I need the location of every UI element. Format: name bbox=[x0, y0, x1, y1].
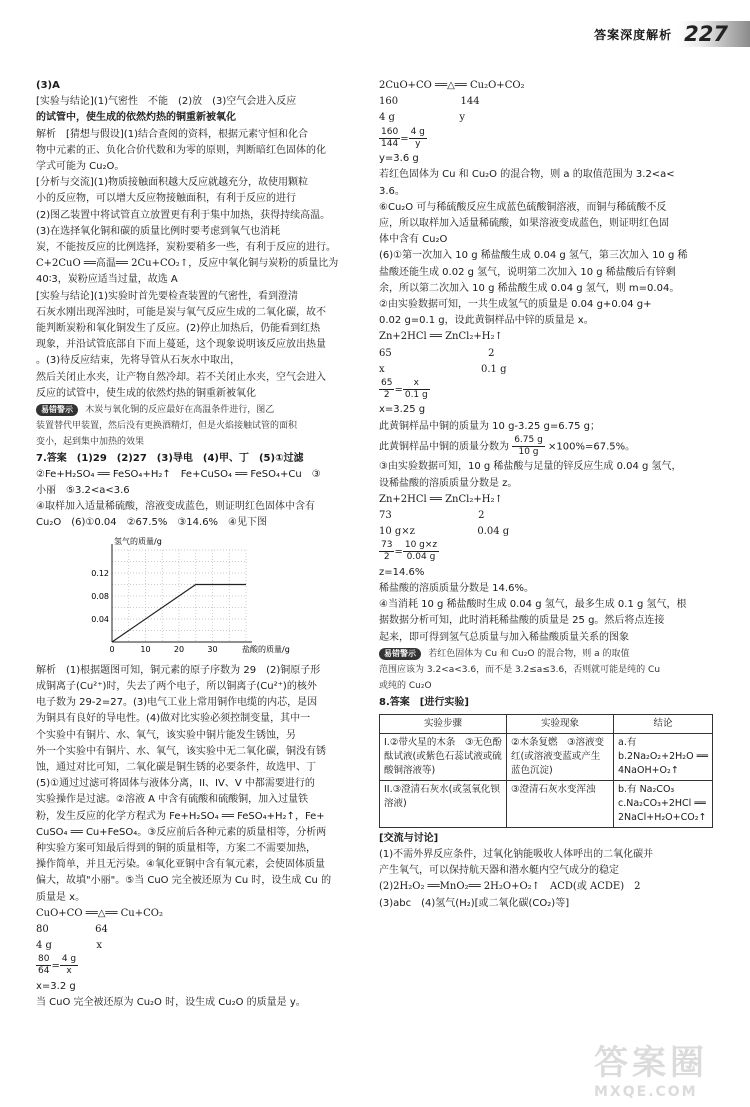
text-line: 小的反应物，可以增大反应物接触面积，有利于反应的进行 bbox=[36, 193, 296, 205]
text-line: 种实验方案可知最后得到的铜的质量相等，方案二不需要加热， bbox=[36, 842, 316, 854]
x-tick-label: 30 bbox=[207, 644, 218, 654]
fraction bbox=[409, 127, 427, 150]
equation-ratio bbox=[379, 362, 713, 378]
table-cell: II.③澄清石灰水(或氢氧化钡溶液) bbox=[380, 780, 507, 827]
text-line: CuSO₄ ══ Cu+FeSO₄。③反应前后各种元素的质量相等，分析两 bbox=[36, 826, 327, 838]
fraction bbox=[403, 378, 430, 401]
fraction bbox=[379, 127, 400, 150]
text-line: x=3.25 g bbox=[379, 404, 426, 416]
text-line: 学式可能为 Cu₂O。 bbox=[36, 161, 125, 173]
fraction bbox=[36, 954, 51, 977]
ratio-value: 4 g bbox=[379, 112, 395, 124]
percent-result: ×100%=67.5%。 bbox=[548, 441, 636, 453]
experiment-table bbox=[379, 714, 713, 828]
watermark bbox=[594, 1035, 744, 1105]
text-line: 成铜离子(Cu²⁺)时，失去了两个电子，所以铜离子(Cu²⁺)的核外 bbox=[36, 680, 317, 692]
ratio-value: 0.1 g bbox=[481, 363, 507, 375]
equation-ratio bbox=[36, 938, 369, 954]
text-line: ④取样加入适量稀硫酸，溶液变成蓝色，则证明红色固体中含有 bbox=[36, 501, 315, 513]
text-line: [实验与结论](1)实验时首先要检查装置的气密性，看到澄清 bbox=[36, 290, 298, 302]
text-line: (3)abc (4)氢气(H₂)[或二氧化碳(CO₂)等] bbox=[379, 897, 570, 909]
equation-ratio bbox=[379, 110, 713, 126]
denominator: 10 g bbox=[518, 446, 539, 457]
text-line: 应，所以取样加入适量稀硫酸，如果溶液变成蓝色，则证明红色固 bbox=[379, 217, 669, 229]
text-line: ③由实验数据可知，10 g 稀盐酸与足量的锌反应生成 0.04 g 氢气， bbox=[379, 461, 682, 473]
numerator: 160 bbox=[381, 126, 399, 137]
text-line: ②由实验数据可知，一共生成氢气的质量是 0.04 g+0.04 g+ bbox=[379, 298, 652, 310]
numerator: 4 g bbox=[61, 954, 77, 965]
ratio-value: 10 g×z bbox=[379, 526, 415, 538]
ratio-value: 80 bbox=[36, 923, 49, 935]
tip-label: 易错警示 bbox=[36, 404, 78, 416]
tip-block bbox=[379, 646, 713, 662]
table-cell: b.有 Na₂CO₃ c.Na₂CO₃+2HCl ══ 2NaCl+H₂O+CO₂↑ bbox=[614, 780, 713, 827]
text-line: 为铜具有良好的导电性。(4)做对比实验必须控制变量，其中一 bbox=[36, 713, 311, 725]
equation-ratio bbox=[379, 94, 713, 110]
text-line: 此黄铜样品中铜的质量为 10 g-3.25 g=6.75 g； bbox=[379, 420, 601, 432]
watermark-url: MXQE.COM bbox=[594, 1084, 698, 1100]
header-title: 答案深度解析 bbox=[594, 27, 673, 42]
text-line: 小丽 ⑤3.2<a<3.6 bbox=[36, 485, 130, 497]
ratio-value: x bbox=[379, 363, 385, 375]
numerator: 4 g bbox=[410, 126, 425, 137]
text-line: 石灰水刚出现浑浊时，可能是炭与氧气反应生成的二氧化碳，故不 bbox=[36, 306, 326, 318]
fraction bbox=[379, 378, 394, 401]
y-tick-label: 0.12 bbox=[91, 568, 109, 578]
text-line: 外一个实验中有铜片、水、氧气，该实验中无二氧化碳，铜没有锈 bbox=[36, 745, 326, 757]
equation-ratio bbox=[36, 922, 369, 938]
text-line: (1)不需外界反应条件，过氧化钠能吸收人体呼出的二氧化碳并 bbox=[379, 848, 654, 860]
denominator: 2 bbox=[383, 552, 390, 563]
text-line: (3)A bbox=[36, 80, 60, 91]
table-cell: ③澄清石灰水变浑浊 bbox=[507, 780, 614, 827]
text-line: 个实验中有铜片、水、氧气，该实验中铜片能发生锈蚀，另 bbox=[36, 729, 296, 741]
proportion: $\frac{65}{2}$ = $\frac{x}{0.1 g}$ bbox=[381, 377, 428, 400]
table-cell: I.②带火星的木条 ③无色酚酞试液(或紫色石蕊试液或硫酸铜溶液等) bbox=[380, 733, 507, 780]
text-line: [实验与结论](1)气密性 不能 (2)放 (3)空气会进入反应 bbox=[36, 96, 297, 108]
x-axis-label: 盐酸的质量/g bbox=[242, 644, 290, 654]
table-row bbox=[380, 780, 713, 827]
text-line: 设稀盐酸的溶质质量分数是 z。 bbox=[379, 477, 518, 489]
text-line: 蚀，通过对比可知，二氧化碳是铜生锈的必要条件，故选甲、丁 bbox=[36, 761, 316, 773]
numerator: 80 bbox=[38, 954, 50, 965]
text-line: 解析 (1)根据题图可知，铜元素的原子序数为 29 (2)铜原子形 bbox=[36, 664, 321, 676]
column-header: 实验现象 bbox=[507, 714, 614, 733]
text-line: C+2CuO ══高温══ 2Cu+CO₂↑，反应中氧化铜与炭粉的质量比为 bbox=[36, 258, 339, 270]
text-line: 起来，即可得到氢气总质量与加入稀盐酸质量关系的图象 bbox=[379, 631, 629, 643]
text-line: (3)在选择氧化铜和碳的质量比例时要考虑到氧气也消耗 bbox=[36, 225, 281, 237]
text-line: 体中含有 Cu₂O bbox=[379, 234, 448, 246]
ratio-value: 65 bbox=[379, 347, 392, 359]
denominator: 0.04 g bbox=[406, 552, 436, 563]
proportion: $\frac{73}{2}$ = $\frac{10 g\times z}{0.04 g}$ bbox=[381, 540, 438, 563]
y-axis-label: 氢气的质量/g bbox=[114, 536, 162, 546]
table-cell: a.有 b.2Na₂O₂+2H₂O ══ 4NaOH+O₂↑ bbox=[614, 733, 713, 780]
equation-ratio bbox=[379, 508, 713, 524]
text-line: (2)图乙装置中将试管直立放置更有利于集中加热，获得持续高温。 bbox=[36, 209, 331, 221]
text-line: 炭，不能按反应的比例选择，炭粉要稍多一些，有利于反应的进行。 bbox=[36, 242, 336, 254]
percent-line bbox=[379, 435, 713, 460]
right-column bbox=[379, 78, 713, 912]
text-line: 当 CuO 完全被还原为 Cu₂O 时，设生成 Cu₂O 的质量是 y。 bbox=[36, 997, 306, 1009]
text-line: 粉，发生反应的化学方程式为 Fe+H₂SO₄ ══ FeSO₄+H₂↑，Fe+ bbox=[36, 810, 325, 822]
text-line: 据数据分析可知，此时消耗稀盐酸的质量是 25 g。然后将点连接 bbox=[379, 615, 665, 627]
denominator: y bbox=[415, 138, 421, 149]
equation-ratio bbox=[379, 524, 713, 540]
column-header: 实验步骤 bbox=[380, 714, 507, 733]
tip-text: 或纯的 Cu₂O bbox=[379, 681, 432, 692]
text-line: 40∶3，炭粉应适当过量，故选 A bbox=[36, 274, 178, 286]
text-line: ⑥Cu₂O 可与稀硫酸反应生成蓝色硫酸铜溶液，而铜与稀硫酸不反 bbox=[379, 201, 667, 213]
ratio-value: 64 bbox=[95, 923, 108, 935]
proportion: $\frac{160}{144}$ = $\frac{4 g}{y}$ bbox=[381, 126, 425, 149]
page-header bbox=[545, 20, 750, 48]
text-line: Cu₂O (6)①0.04 ②67.5% ③14.6% ④见下图 bbox=[36, 517, 268, 529]
chart-svg bbox=[76, 536, 290, 661]
text-line: 反应的试管中，使生成的依然灼热的铜重新被氧化 bbox=[36, 387, 256, 399]
ratio-value: 160 bbox=[379, 96, 399, 108]
text-line: (5)①通过过滤可将固体与液体分离，II、IV、V 中都需要进行的 bbox=[36, 778, 315, 790]
table-header-row bbox=[380, 714, 713, 733]
text-line: 操作简单，并且无污染。④氧化亚铜中含有氧元素，会使固体质量 bbox=[36, 859, 325, 871]
numerator: 65 bbox=[381, 377, 393, 388]
fraction bbox=[379, 540, 394, 563]
text-line: 电子数为 29-2=27。(3)电气工业上常用铜作电缆的内芯，是因 bbox=[36, 697, 318, 709]
page-number: 227 bbox=[678, 21, 750, 47]
equation: Zn+2HCl ══ ZnCl₂+H₂↑ bbox=[379, 331, 503, 343]
text-line: z=14.6% bbox=[379, 566, 425, 578]
equation-ratio bbox=[379, 346, 713, 362]
text-line: 若红色固体为 Cu 和 Cu₂O 的混合物，则 a 的取值范围为 3.2<a< bbox=[379, 169, 675, 181]
tip-text: 若红色固体为 Cu 和 Cu₂O 的混合物，则 a 的取值 bbox=[428, 648, 630, 659]
y-tick-label: 0.08 bbox=[91, 591, 109, 601]
text-line: 现象，并沿试管底部自下而上蔓延，这个现象说明该反应放出热量 bbox=[36, 339, 326, 351]
tip-text: 木炭与氧化铜的反应最好在高温条件进行，图乙 bbox=[85, 405, 275, 416]
denominator: 64 bbox=[38, 966, 50, 977]
tip-text: 变小，起到集中加热的效果 bbox=[36, 437, 145, 448]
text-line: 余，所以第二次加入 10 g 稀盐酸生成 0.04 g 氢气，则 m=0.04。 bbox=[379, 282, 680, 294]
ratio-value: x bbox=[96, 940, 102, 952]
text-line: 8.答案 [进行实验] bbox=[379, 696, 469, 708]
text-line: 的试管中，使生成的依然灼热的铜重新被氧化 bbox=[36, 112, 236, 124]
tip-block bbox=[36, 402, 369, 418]
text-line: 偏大，故填"小丽"。⑤当 CuO 完全被还原为 Cu 时，设生成 Cu 的 bbox=[36, 875, 332, 887]
tip-text: 范围应该为 3.2<a<3.6，而不是 3.2≤a≤3.6，否则就可能是纯的 Cu bbox=[379, 665, 661, 676]
text-line: (2)2H₂O₂ ══MnO₂══ 2H₂O+O₂↑ ACD(或 ACDE) 2 bbox=[379, 881, 641, 893]
text-line: 盐酸还能生成 0.02 g 氢气，说明第二次加入 10 g 稀盐酸后有锌剩 bbox=[379, 266, 676, 278]
ratio-value: 144 bbox=[460, 96, 480, 108]
proportion: $\frac{80}{64}$ = $\frac{4 g}{x}$ bbox=[38, 954, 77, 977]
text-line: 实验操作是过滤。②溶液 A 中含有硫酸和硫酸铜，加入过量铁 bbox=[36, 794, 309, 806]
fraction bbox=[512, 435, 545, 458]
text-line: 然后关闭止水夹，让产物自然冷却。若不关闭止水夹，空气会进入 bbox=[36, 371, 326, 383]
text-line: 能判断炭粉和氧化铜发生了反应。(2)停止加热后，仍能看到红热 bbox=[36, 323, 321, 335]
table-row bbox=[380, 733, 713, 780]
text-line: 产生氧气，可以保持航天器和潜水艇内空气成分的稳定 bbox=[379, 865, 619, 877]
equation: CuO+CO ══△══ Cu+CO₂ bbox=[36, 907, 163, 919]
text-line: y=3.6 g bbox=[379, 153, 419, 165]
text-line: 物中元素的正、负化合价代数和为零的原则，判断暗红色固体的化 bbox=[36, 144, 326, 156]
hydrogen-chart bbox=[76, 536, 290, 661]
x-tick-label: 0 bbox=[109, 644, 115, 654]
fraction bbox=[60, 954, 78, 977]
tip-text: 装置替代甲装置，然后没有更换酒精灯，但是火焰接触试管的面积 bbox=[36, 421, 298, 432]
denominator: 2 bbox=[383, 389, 390, 400]
percent-label: 此黄铜样品中铜的质量分数为 bbox=[379, 441, 509, 453]
numerator: 6.75 g bbox=[514, 434, 543, 445]
y-tick-label: 0.04 bbox=[91, 614, 109, 624]
fraction bbox=[403, 540, 439, 563]
numerator: 10 g×z bbox=[404, 540, 438, 551]
text-line: [分析与交流](1)物质接触面积越大反应就越充分，故使用颗粒 bbox=[36, 177, 308, 189]
text-line: 0.02 g=0.1 g，设此黄铜样品中锌的质量是 x。 bbox=[379, 315, 594, 327]
text-line: 稀盐酸的溶质质量分数是 14.6%。 bbox=[379, 583, 534, 595]
table-cell: ②木条复燃 ③溶液变红(或溶液变蓝或产生蓝色沉淀) bbox=[507, 733, 614, 780]
text-line: x=3.2 g bbox=[36, 980, 76, 992]
denominator: x bbox=[66, 966, 72, 977]
column-header: 结论 bbox=[614, 714, 713, 733]
equation: Zn+2HCl ══ ZnCl₂+H₂↑ bbox=[379, 493, 503, 505]
text-line: 质量是 x。 bbox=[36, 891, 86, 903]
text-line: 3.6。 bbox=[379, 185, 405, 197]
text-line: 。(3)待反应结束，先将导管从石灰水中取出， bbox=[36, 355, 241, 367]
ratio-value: 2 bbox=[488, 347, 495, 359]
text-line: 7.答案 (1)29 (2)27 (3)导电 (4)甲、丁 (5)①过滤 bbox=[36, 452, 304, 464]
left-column bbox=[36, 78, 369, 1011]
numerator: x bbox=[403, 378, 430, 390]
ratio-value: 4 g bbox=[36, 940, 52, 952]
x-tick-label: 10 bbox=[140, 644, 151, 654]
equation: 2CuO+CO ══△══ Cu₂O+CO₂ bbox=[379, 80, 525, 91]
x-tick-label: 20 bbox=[173, 644, 185, 654]
ratio-value: y bbox=[459, 112, 465, 124]
text-line: (6)①第一次加入 10 g 稀盐酸生成 0.04 g 氢气，第三次加入 10 g 稀 bbox=[379, 250, 688, 262]
denominator: 144 bbox=[381, 138, 399, 149]
ratio-value: 2 bbox=[478, 509, 485, 521]
text-line: ④当消耗 10 g 稀盐酸时生成 0.04 g 氢气，最多生成 0.1 g 氢气，根 bbox=[379, 599, 687, 611]
denominator: 0.1 g bbox=[404, 389, 428, 400]
text-line: [交流与讨论] bbox=[379, 832, 439, 844]
tip-label: 易错警示 bbox=[379, 648, 421, 660]
ratio-value: 73 bbox=[379, 509, 392, 521]
watermark-text: 答案圈 bbox=[594, 1043, 708, 1083]
numerator: 73 bbox=[381, 540, 393, 551]
text-line: ②Fe+H₂SO₄ ══ FeSO₄+H₂↑ Fe+CuSO₄ ══ FeSO₄+Cu ③ bbox=[36, 468, 321, 480]
text-line: 解析 [猜想与假设](1)结合查阅的资料，根据元素守恒和化合 bbox=[36, 128, 308, 140]
ratio-value: 0.04 g bbox=[477, 526, 510, 538]
